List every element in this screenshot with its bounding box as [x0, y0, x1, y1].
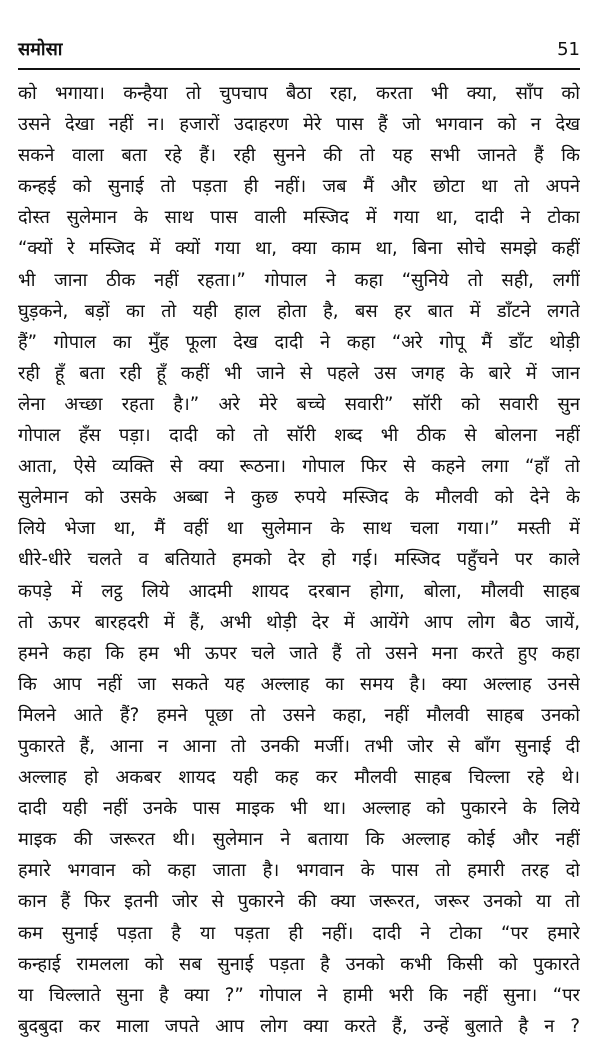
text-line: धीरे-धीरे चलते व बतियाते हमको देर हो गई। मस्जिद पहुँचने पर काले — [18, 549, 580, 571]
text-line: कम सुनाई पड़ता है या पड़ता ही नहीं। दादी ने टोका “पर हमारे — [18, 922, 580, 944]
body-text — [18, 78, 580, 1042]
text-line: दोस्त सुलेमान के साथ पास वाली मस्जिद में गया था, दादी ने टोका — [18, 207, 580, 229]
header-divider — [18, 68, 580, 70]
text-line: कपड़े में लट्ठ लिये आदमी शायद दरबान होगा, बोला, मौलवी साहब — [18, 580, 580, 602]
text-line: या चिल्लाते सुना है क्या ?” गोपाल ने हामी भरी कि नहीं सुना। “पर — [18, 984, 580, 1006]
text-line: बुदबुदा कर माला जपते आप लोग क्या करते हैं, उन्हें बुलाते है न ? — [18, 1015, 580, 1037]
text-line: गोपाल हँस पड़ा। दादी को तो सॉरी शब्द भी ठीक से बोलना नहीं — [18, 425, 580, 447]
text-line: कि आप नहीं जा सकते यह अल्लाह का समय है। क्या अल्लाह उनसे — [18, 673, 580, 695]
text-line: हमने कहा कि हम भी ऊपर चले जाते हैं तो उसने मना करते हुए कहा — [18, 642, 580, 664]
book-title: समोसा — [18, 39, 63, 60]
text-line: को भगाया। कन्हैया तो चुपचाप बैठा रहा, करता भी क्या, साँप को — [18, 83, 580, 104]
text-line: मिलने आते हैं? हमने पूछा तो उसने कहा, नहीं मौलवी साहब उनको — [18, 704, 580, 726]
text-line: कान हैं फिर इतनी जोर से पुकारने की क्या जरूरत, जरूर उनको या तो — [18, 891, 580, 913]
text-line: हमारे भगवान को कहा जाता है। भगवान के पास तो हमारी तरह दो — [18, 860, 580, 882]
text-line: लेना अच्छा रहता है।” अरे मेरे बच्चे सवारी” सॉरी को सवारी सुन — [18, 393, 580, 415]
text-line: लिये भेजा था, मैं वहीं था सुलेमान के साथ चला गया।” मस्ती में — [18, 518, 580, 540]
text-line: घुड़कने, बड़ों का तो यही हाल होता है, बस हर बात में डाँटने लगते — [18, 300, 580, 322]
text-line: “क्यों रे मस्जिद में क्यों गया था, क्या काम था, बिना सोचे समझे कहीं — [18, 238, 580, 260]
text-line: अल्लाह हो अकबर शायद यही कह कर मौलवी साहब चिल्ला रहे थे। — [18, 767, 580, 789]
text-line: उसने देखा नहीं न। हजारों उदाहरण मेरे पास हैं जो भगवान को न देख — [18, 114, 580, 136]
text-line: कन्हई को सुनाई तो पड़ता ही नहीं। जब मैं और छोटा था तो अपने — [18, 176, 580, 198]
text-line: तो ऊपर बारहदरी में हैं, अभी थोड़ी देर में आयेंगे आप लोग बैठ जायें, — [18, 611, 580, 633]
page-number: 51 — [557, 39, 580, 60]
text-line: आता, ऐसे व्यक्ति से क्या रूठना। गोपाल फिर से कहने लगा “हाँ तो — [18, 456, 580, 478]
text-line: भी जाना ठीक नहीं रहता।” गोपाल ने कहा “सुनिये तो सही, लगीं — [18, 269, 580, 291]
text-line: रही हूँ बता रही हूँ कहीं भी जाने से पहले उस जगह के बारे में जान — [18, 362, 580, 384]
text-line: कन्हाई रामलला को सब सुनाई पड़ता है उनको कभी किसी को पुकारते — [18, 953, 580, 975]
page-header — [18, 38, 580, 70]
text-line: सकने वाला बता रहे हैं। रही सुनने की तो यह सभी जानते हैं कि — [18, 145, 580, 167]
text-line: हैं” गोपाल का मुँह फूला देख दादी ने कहा “अरे गोपू मैं डाँट थोड़ी — [18, 331, 580, 353]
text-line: दादी यही नहीं उनके पास माइक भी था। अल्लाह को पुकारने के लिये — [18, 798, 580, 820]
text-line: माइक की जरूरत थी। सुलेमान ने बताया कि अल्लाह कोई और नहीं — [18, 829, 580, 851]
text-line: सुलेमान को उसके अब्बा ने कुछ रुपये मस्जिद के मौलवी को देने के — [18, 487, 580, 509]
text-line: पुकारते हैं, आना न आना तो उनकी मर्जी। तभी जोर से बाँग सुनाई दी — [18, 735, 580, 757]
